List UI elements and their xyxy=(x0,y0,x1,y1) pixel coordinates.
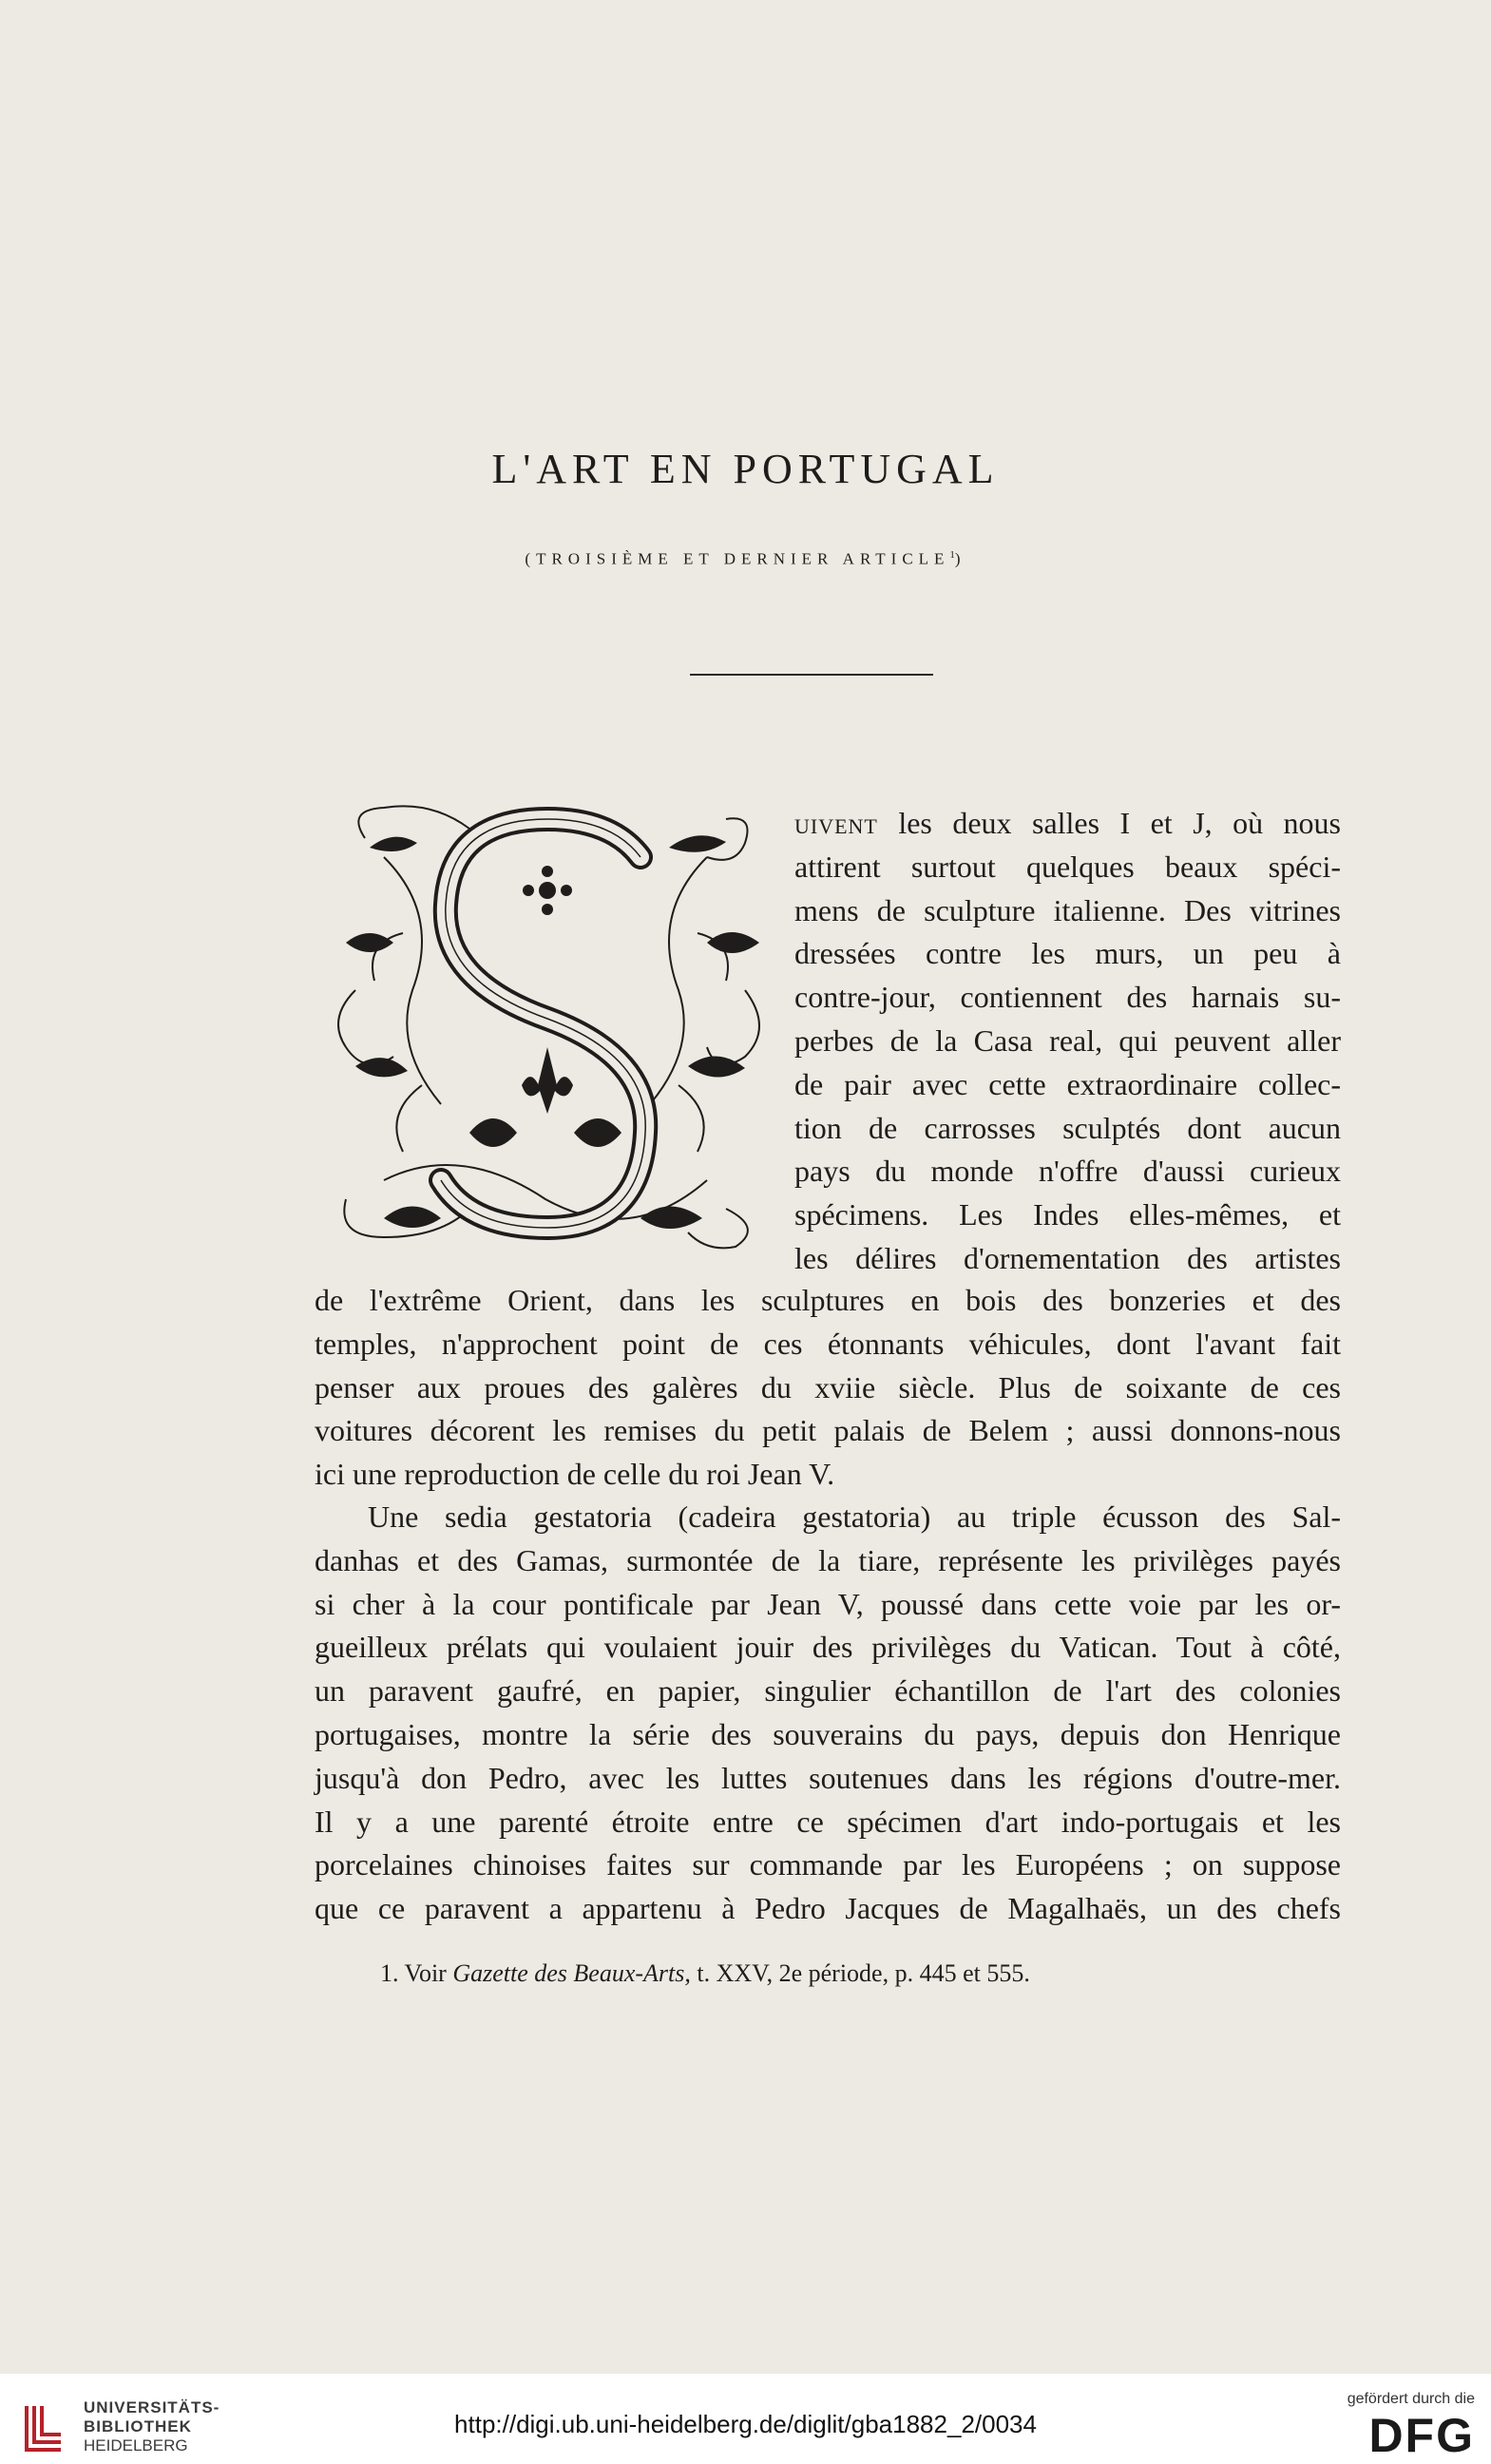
sponsor-label: gefördert durch die xyxy=(1347,2391,1475,2407)
text-line: Une sedia gestatoria (cadeira gestatoria) au triple écusson des Sal- xyxy=(368,1499,1341,1534)
text-line: de pair avec cette extraordinaire collec- xyxy=(794,1066,1341,1101)
text-line: jusqu'à don Pedro, avec les luttes soutenues dans les régions d'outre-mer. xyxy=(315,1760,1341,1795)
text-line: uivent les deux salles I et J, où nous xyxy=(794,806,1341,840)
text-line: si cher à la cour pontificale par Jean V, poussé dans cette voie par les or- xyxy=(315,1586,1341,1621)
paragraph-opening xyxy=(794,802,1341,1281)
text-line: temples, n'approchent point de ces étonnants véhicules, dont l'avant fait xyxy=(315,1326,1341,1361)
subtitle-footnote-mark: 1 xyxy=(949,549,955,561)
text-line: que ce paravent a appartenu à Pedro Jacques de Magalhaës, un des chefs xyxy=(315,1891,1341,1926)
text-line: voitures décorent les remises du petit palais de Belem ; aussi donnons-nous xyxy=(315,1413,1341,1448)
text-line: gueilleux prélats qui voulaient jouir des privilèges du Vatican. Tout à côté, xyxy=(315,1630,1341,1665)
title-divider xyxy=(690,674,933,676)
text-line: pays du monde n'offre d'aussi curieux xyxy=(794,1154,1341,1189)
text-line: porcelaines chinoises faites sur commande par les Européens ; on suppose xyxy=(315,1847,1341,1882)
text-line: ici une reproduction de celle du roi Jean V. xyxy=(315,1457,835,1492)
text-line: mens de sculpture italienne. Des vitrines xyxy=(794,892,1341,927)
text-line: portugaises, montre la série des souverains du pays, depuis don Henrique xyxy=(315,1716,1341,1751)
library-line-2: BIBLIOTHEK xyxy=(84,2417,192,2435)
text-line: spécimens. Les Indes elles-mêmes, et xyxy=(794,1197,1341,1232)
text-line: de l'extrême Orient, dans les sculptures en bois des bonzeries et des xyxy=(315,1283,1341,1317)
library-line-1: UNIVERSITÄTS- xyxy=(84,2398,220,2416)
text-line: tion de carrosses sculptés dont aucun xyxy=(794,1110,1341,1145)
footnote-journal: Gazette des Beaux-Arts, xyxy=(452,1959,691,1987)
footnote-prefix: Voir xyxy=(404,1959,447,1987)
digitization-footer xyxy=(0,2374,1491,2464)
text-line: les délires d'ornementation des artistes xyxy=(794,1240,1341,1275)
subtitle-text: TROISIÈME ET DERNIER ARTICLE xyxy=(536,549,950,568)
subtitle-close-paren: ) xyxy=(954,549,966,568)
paragraph-continuation xyxy=(315,1279,1341,1497)
text-line: contre-jour, contiennent des harnais su- xyxy=(794,980,1341,1015)
library-line-3: HEIDELBERG xyxy=(84,2436,188,2454)
text-line: danhas et des Gamas, surmontée de la tiare, représente les privilèges payés xyxy=(315,1542,1341,1577)
opening-word: uivent xyxy=(794,806,878,840)
text-line: dressées contre les murs, un peu à xyxy=(794,936,1341,971)
article-subtitle xyxy=(0,549,1491,569)
text-line: un paravent gaufré, en papier, singulier échantillon de l'art des colonies xyxy=(315,1673,1341,1709)
permalink-url[interactable]: http://digi.ub.uni-heidelberg.de/diglit/gba1882_2/0034 xyxy=(454,2410,1037,2438)
text-line: penser aux proues des galères du xviie siècle. Plus de soixante de ces xyxy=(315,1369,1341,1404)
article-title: L'ART EN PORTUGAL xyxy=(491,446,1000,492)
text-line: Il y a une parenté étroite entre ce spécimen d'art indo-portugais et les xyxy=(315,1804,1341,1839)
text-line: perbes de la Casa real, qui peuvent aller xyxy=(794,1022,1341,1058)
subtitle-open-paren: ( xyxy=(525,549,537,568)
footnote-rest: t. XXV, 2e période, p. 445 et 555. xyxy=(697,1959,1030,1987)
footnote xyxy=(380,1959,1330,1988)
dfg-logo[interactable]: DFG xyxy=(1368,2409,1475,2462)
paragraph-sedia xyxy=(315,1496,1341,1931)
text-line: attirent surtout quelques beaux spéci- xyxy=(794,849,1341,884)
footnote-number: 1. xyxy=(380,1959,399,1987)
ornamental-drop-cap xyxy=(327,800,766,1252)
